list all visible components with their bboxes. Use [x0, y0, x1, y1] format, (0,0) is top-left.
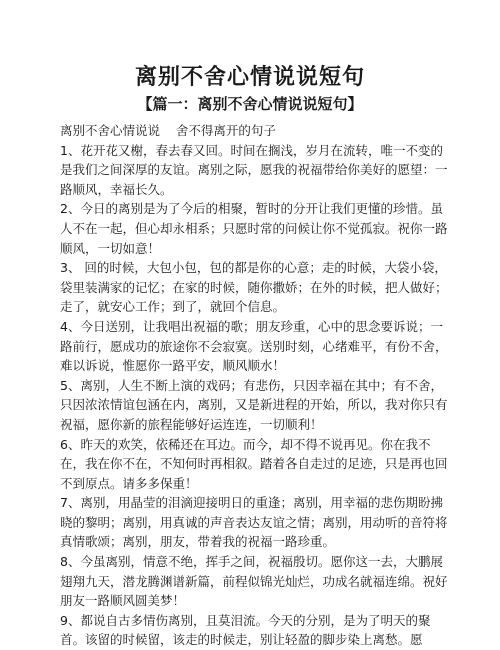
paragraph: 5、离别，人生不断上演的戏码；有悲伤，只因幸福在其中；有不舍，只因浓浓情谊包涵在内，离别，又是新进程的开始，所以，我对你只有祝福，愿你新的旅程能够好运连连，一切顺利！ — [60, 377, 448, 432]
paragraph: 4、今日送别，让我唱出祝福的歌；朋友珍重，心中的思念要诉说；一路前行，愿成功的旅途你不会寂寞。送别时刻，心绪难平，有份不舍，难以诉说，惟愿你一路平安，顺风顺水！ — [60, 318, 448, 374]
paragraph: 9、都说自古多情伤离别，且莫泪流。今天的分别，是为了明天的聚首。该留的时候留，该走的时候走，别让轻盈的脚步染上离愁。愿 — [60, 612, 431, 648]
document-title: 离别不舍心情说说短句 — [134, 65, 365, 90]
paragraph: 6、昨天的欢笑，依稀还在耳边。而今，却不得不说再见。你在我不在，我在你不在，不知何时再相叙。踏着各自走过的足迹，只是再也回不到原点。请多多保重！ — [60, 436, 448, 491]
section-heading: 离别不舍心情说说 舍不得离开的句子 — [60, 123, 276, 138]
paragraph: 7、离别，用晶莹的泪滴迎接明日的重逢；离别，用幸福的悲伤期盼拂晓的黎明；离别，用真诚的声音表达友谊之情；离别，用动听的音符将真情歌颂；离别，朋友，带着我的祝福一路珍重。 — [60, 495, 448, 550]
paragraph: 2、今日的离别是为了今后的相聚，暂时的分开让我们更懂的珍惜。虽人不在一起，但心却永相系；只愿时常的问候让你不觉孤寂。祝你一路顺风，一切如意！ — [60, 201, 448, 256]
document-subtitle: 【篇一：离别不舍心情说说短句】 — [137, 95, 363, 113]
paragraph: 1、花开花又榭，春去春又回。时间在搁浅，岁月在流转，唯一不变的是我们之间深厚的友谊。离别之际，愿我的祝福带给你美好的愿望：一路顺风，幸福长久。 — [60, 142, 448, 197]
paragraph: 8、今虽离别，情意不绝，挥手之间，祝福殷切。愿你这一去，大鹏展翅翔九天，潜龙腾渊谱新篇，前程似锦光灿烂，功成名就福连绵。祝好朋友一路顺风圆美梦！ — [60, 554, 448, 609]
document-body — [60, 121, 452, 650]
paragraph: 3、 回的时候，大包小包，包的都是你的心意；走的时候，大袋小袋，袋里装满家的记忆；在家的时候，随你撒娇；在外的时候，把人做好；走了，就安心工作；到了，就回个信息。 — [60, 260, 448, 315]
